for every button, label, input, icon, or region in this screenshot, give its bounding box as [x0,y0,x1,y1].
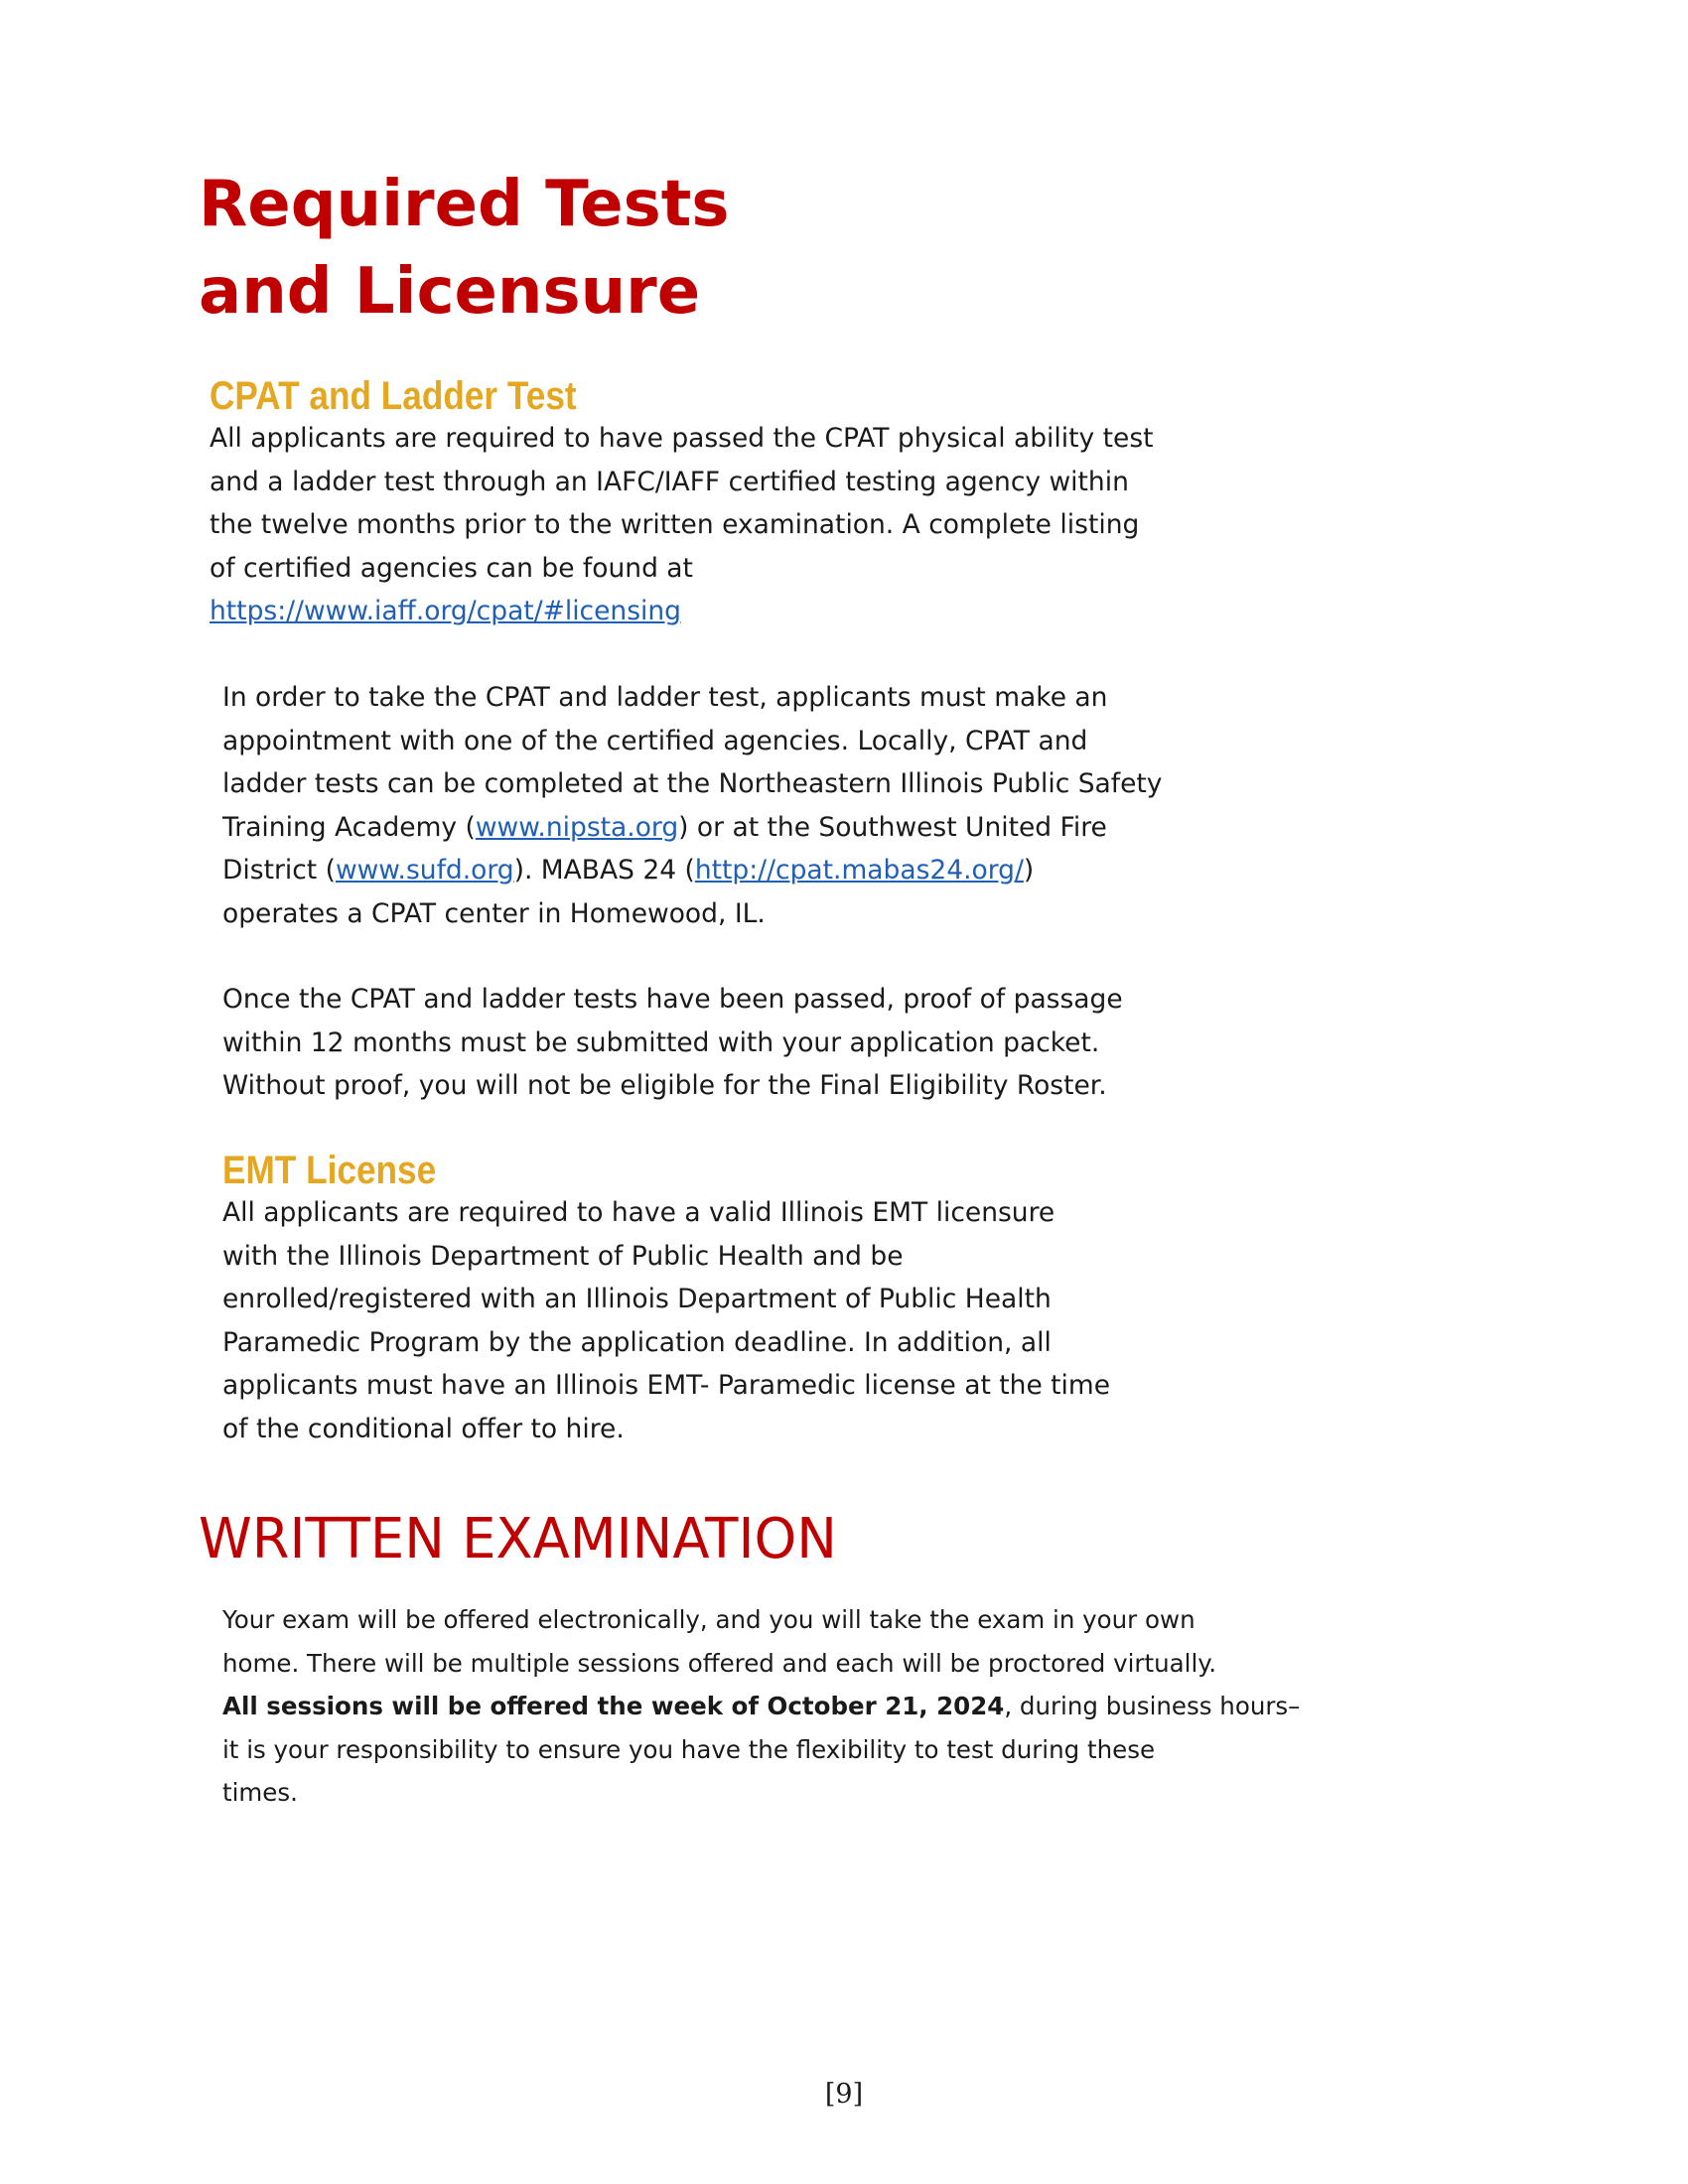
cpat-paragraph-3 [222,978,1123,1108]
iaff-licensing-link[interactable]: https://www.iaff.org/cpat/#licensing [210,596,682,626]
text-line: of certified agencies can be found at [210,552,693,584]
page-number: [9] [824,2079,864,2110]
text-line: within 12 months must be submitted with your application packet. [222,1026,1100,1058]
sufd-link[interactable]: www.sufd.org [335,855,514,886]
text-line: Once the CPAT and ladder tests have been passed, proof of passage [222,984,1123,1015]
text-line: Your exam will be offered electronically, and you will take the exam in your own [222,1605,1196,1634]
text-line: District (www.sufd.org). MABAS 24 (http://cpat.mabas24.org/) [222,855,1035,886]
emt-heading: EMT License [222,1149,437,1192]
text-line: All applicants are required to have passed the CPAT physical ability test [210,423,1154,454]
text-line: Paramedic Program by the application deadline. In addition, all [222,1326,1052,1358]
text-line: applicants must have an Illinois EMT- Paramedic license at the time [222,1370,1111,1401]
nipsta-link[interactable]: www.nipsta.org [475,811,679,843]
text-line: the twelve months prior to the written examination. A complete listing [210,509,1140,540]
cpat-paragraph-1 [210,417,1154,633]
text-line: and a ladder test through an IAFC/IAFF certified testing agency within [210,466,1129,497]
cpat-paragraph-2 [222,676,1162,935]
emt-paragraph [222,1191,1110,1450]
page-title [199,161,729,336]
text-line: operates a CPAT center in Homewood, IL. [222,897,766,929]
page-title-line-1: Required Tests [199,168,730,241]
page-title-line-2: and Licensure [199,255,701,329]
text-line: enrolled/registered with an Illinois Department of Public Health [222,1284,1052,1314]
text-line: times. [222,1778,298,1807]
exam-date-emphasis: All sessions will be offered the week of October 21, 2024 [222,1692,1005,1720]
mabas24-link[interactable]: http://cpat.mabas24.org/ [694,855,1024,886]
text-line: appointment with one of the certified agencies. Locally, CPAT and [222,725,1088,756]
written-exam-paragraph [222,1598,1300,1815]
cpat-heading: CPAT and Ladder Test [210,374,577,418]
text-line: Training Academy (www.nipsta.org) or at the Southwest United Fire [222,811,1107,843]
text-line: of the conditional offer to hire. [222,1413,625,1444]
text-line: it is your responsibility to ensure you have the flexibility to test during these [222,1734,1156,1764]
text-line: All sessions will be offered the week of October 21, 2024, during business hours– [222,1692,1301,1720]
text-line: Without proof, you will not be eligible for the Final Eligibility Roster. [222,1070,1107,1101]
text-line: All applicants are required to have a valid Illinois EMT licensure [222,1197,1055,1228]
text-line: home. There will be multiple sessions offered and each will be proctored virtually. [222,1648,1217,1678]
text-line: with the Illinois Department of Public Health and be [222,1240,904,1272]
text-line: ladder tests can be completed at the Northeastern Illinois Public Safety [222,768,1163,799]
written-exam-heading: WRITTEN EXAMINATION [199,1507,837,1571]
text-line: In order to take the CPAT and ladder test, applicants must make an [222,682,1108,713]
